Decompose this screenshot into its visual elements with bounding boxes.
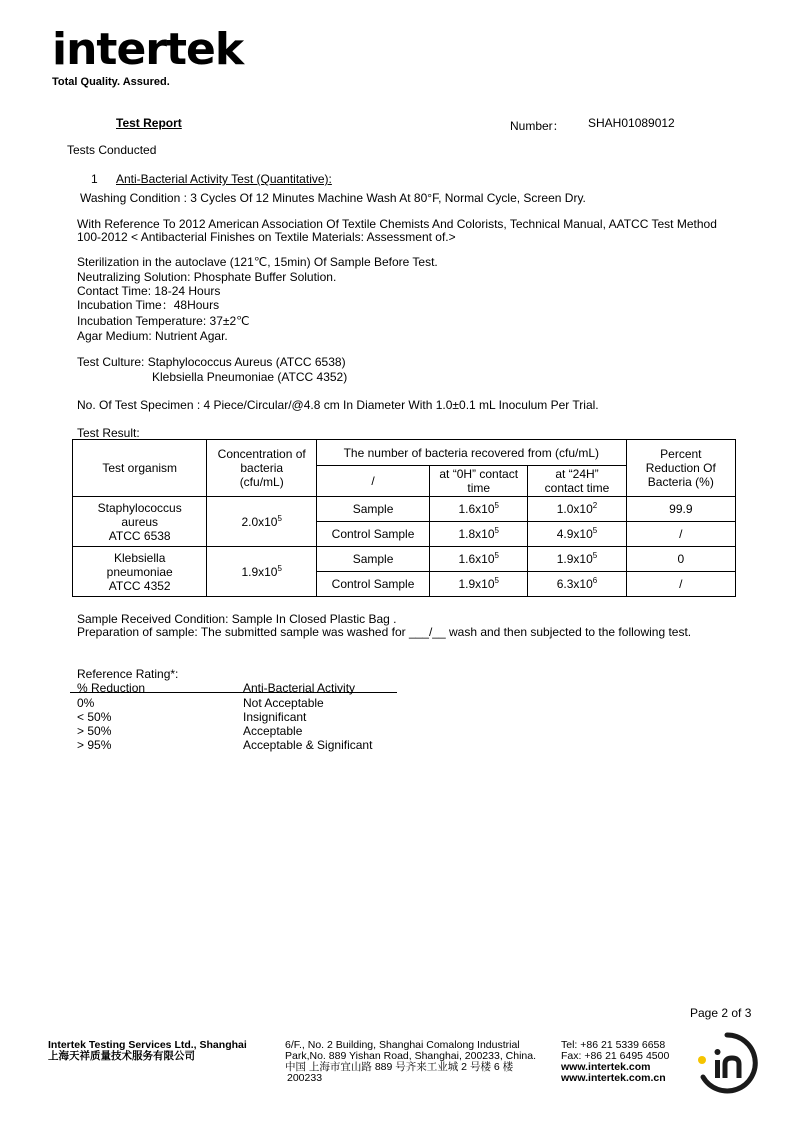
- reference-line-2: 100-2012 < Antibacterial Finishes on Textile Materials: Assessment of.>: [77, 230, 456, 244]
- sample-kind: Control Sample: [317, 572, 430, 597]
- sample-kind: Control Sample: [317, 522, 430, 547]
- sample-kind: Sample: [317, 547, 430, 572]
- count-0h: $1.6x10^5$: [430, 547, 528, 572]
- list-item: Acceptable: [243, 724, 303, 738]
- address-line-4: 200233: [287, 1072, 323, 1084]
- address-line-1: 6/F., No. 2 Building, Shanghai Comalong Industrial: [285, 1039, 520, 1051]
- report-number: SHAH01089012: [588, 116, 675, 130]
- count-24h: $1.9x10^5$: [528, 547, 626, 572]
- company-name-cn: 上海天祥质量技术服务有限公司: [48, 1050, 195, 1062]
- list-item: > 95%: [77, 738, 112, 752]
- percent-reduction: 99.9: [626, 497, 735, 522]
- test-result-label: Test Result:: [77, 426, 140, 440]
- count-24h: $1.0x10^2$: [528, 497, 626, 522]
- sample-preparation: Preparation of sample: The submitted sample was washed for ___/__ wash and then subjected to the following test.: [77, 625, 692, 639]
- number-label: Number：: [510, 119, 565, 133]
- intertek-logo: intertek: [52, 24, 244, 75]
- list-item: Not Acceptable: [243, 696, 324, 710]
- reference-line-1: With Reference To 2012 American Association Of Textile Chemists And Colorists, Technical Manual, AATCC Test Method: [77, 217, 717, 231]
- header-slash: /: [317, 466, 430, 497]
- results-table: [72, 439, 736, 597]
- condition-neutralizing: Neutralizing Solution: Phosphate Buffer Solution.: [77, 270, 337, 284]
- condition-incubation-temp: Incubation Temperature: 37±2℃: [77, 314, 250, 328]
- count-0h: $1.8x10^5$: [430, 522, 528, 547]
- header-bacteria-recovered: The number of bacteria recovered from (cfu/mL): [317, 440, 627, 466]
- washing-condition: Washing Condition : 3 Cycles Of 12 Minutes Machine Wash At 80°F, Normal Cycle, Screen Dry.: [80, 191, 586, 205]
- list-item: < 50%: [77, 710, 112, 724]
- report-title: Test Report: [116, 116, 182, 130]
- reference-divider: [70, 692, 397, 693]
- concentration-value: $1.9x10^5$: [207, 547, 317, 597]
- company-name-en: Intertek Testing Services Ltd., Shanghai: [48, 1039, 247, 1051]
- header-percent-reduction: Percent Reduction Of Bacteria (%): [626, 440, 735, 497]
- condition-sterilization: Sterilization in the autoclave (121℃, 15min) Of Sample Before Test.: [77, 255, 438, 269]
- count-24h: $4.9x10^5$: [528, 522, 626, 547]
- header-24h-contact: at “24H” contact time: [528, 466, 626, 497]
- condition-incubation-time: Incubation Time：48Hours: [77, 298, 220, 312]
- page-number: Page 2 of 3: [690, 1006, 752, 1020]
- organism-klebsiella: Klebsiella pneumoniae ATCC 4352: [73, 547, 207, 597]
- reference-col-reduction: % Reduction: [77, 681, 146, 695]
- count-0h: $1.6x10^5$: [430, 497, 528, 522]
- table-row: [73, 497, 736, 522]
- logo-tagline: Total Quality. Assured.: [52, 76, 170, 88]
- percent-reduction: /: [626, 522, 735, 547]
- count-24h: $6.3x10^6$: [528, 572, 626, 597]
- count-0h: $1.9x10^5$: [430, 572, 528, 597]
- condition-agar: Agar Medium: Nutrient Agar.: [77, 329, 228, 343]
- percent-reduction: /: [626, 572, 735, 597]
- reference-col-activity: Anti-Bacterial Activity: [243, 681, 356, 695]
- header-concentration: Concentration of bacteria (cfu/mL): [207, 440, 317, 497]
- address-line-3: 中国 上海市宜山路 889 号齐来工业城 2 号楼 6 楼: [285, 1061, 514, 1073]
- list-item: > 50%: [77, 724, 112, 738]
- concentration-value: $2.0x10^5$: [207, 497, 317, 547]
- header-0h-contact: at “0H” contact time: [430, 466, 528, 497]
- website-cn: www.intertek.com.cn: [561, 1072, 666, 1084]
- condition-contact-time: Contact Time: 18-24 Hours: [77, 284, 221, 298]
- organism-staphylococcus: Staphylococcus aureus ATCC 6538: [73, 497, 207, 547]
- test-specimen: No. Of Test Specimen : 4 Piece/Circular/@4.8 cm In Diameter With 1.0±0.1 mL Inoculum Per Trial.: [77, 398, 599, 412]
- header-test-organism: Test organism: [73, 440, 207, 497]
- website-com: www.intertek.com: [561, 1061, 651, 1073]
- table-row: [73, 547, 736, 572]
- test-index: 1: [91, 172, 98, 186]
- test-title: Anti-Bacterial Activity Test (Quantitative):: [116, 172, 332, 186]
- test-culture-2: Klebsiella Pneumoniae (ATCC 4352): [152, 370, 348, 384]
- phone-number: Tel: +86 21 5339 6658: [561, 1039, 666, 1051]
- fax-number: Fax: +86 21 6495 4500: [561, 1050, 670, 1062]
- sample-kind: Sample: [317, 497, 430, 522]
- list-item: 0%: [77, 696, 95, 710]
- section-heading: Tests Conducted: [67, 143, 157, 157]
- list-item: Insignificant: [243, 710, 307, 724]
- percent-reduction: 0: [626, 547, 735, 572]
- address-line-2: Park,No. 889 Yishan Road, Shanghai, 200233, China.: [285, 1050, 537, 1062]
- reference-rating-title: Reference Rating*:: [77, 667, 179, 681]
- intertek-seal-icon: [694, 1030, 760, 1096]
- sample-received-condition: Sample Received Condition: Sample In Closed Plastic Bag .: [77, 612, 397, 626]
- test-culture-1: Test Culture: Staphylococcus Aureus (ATCC 6538): [77, 355, 346, 369]
- list-item: Acceptable & Significant: [243, 738, 373, 752]
